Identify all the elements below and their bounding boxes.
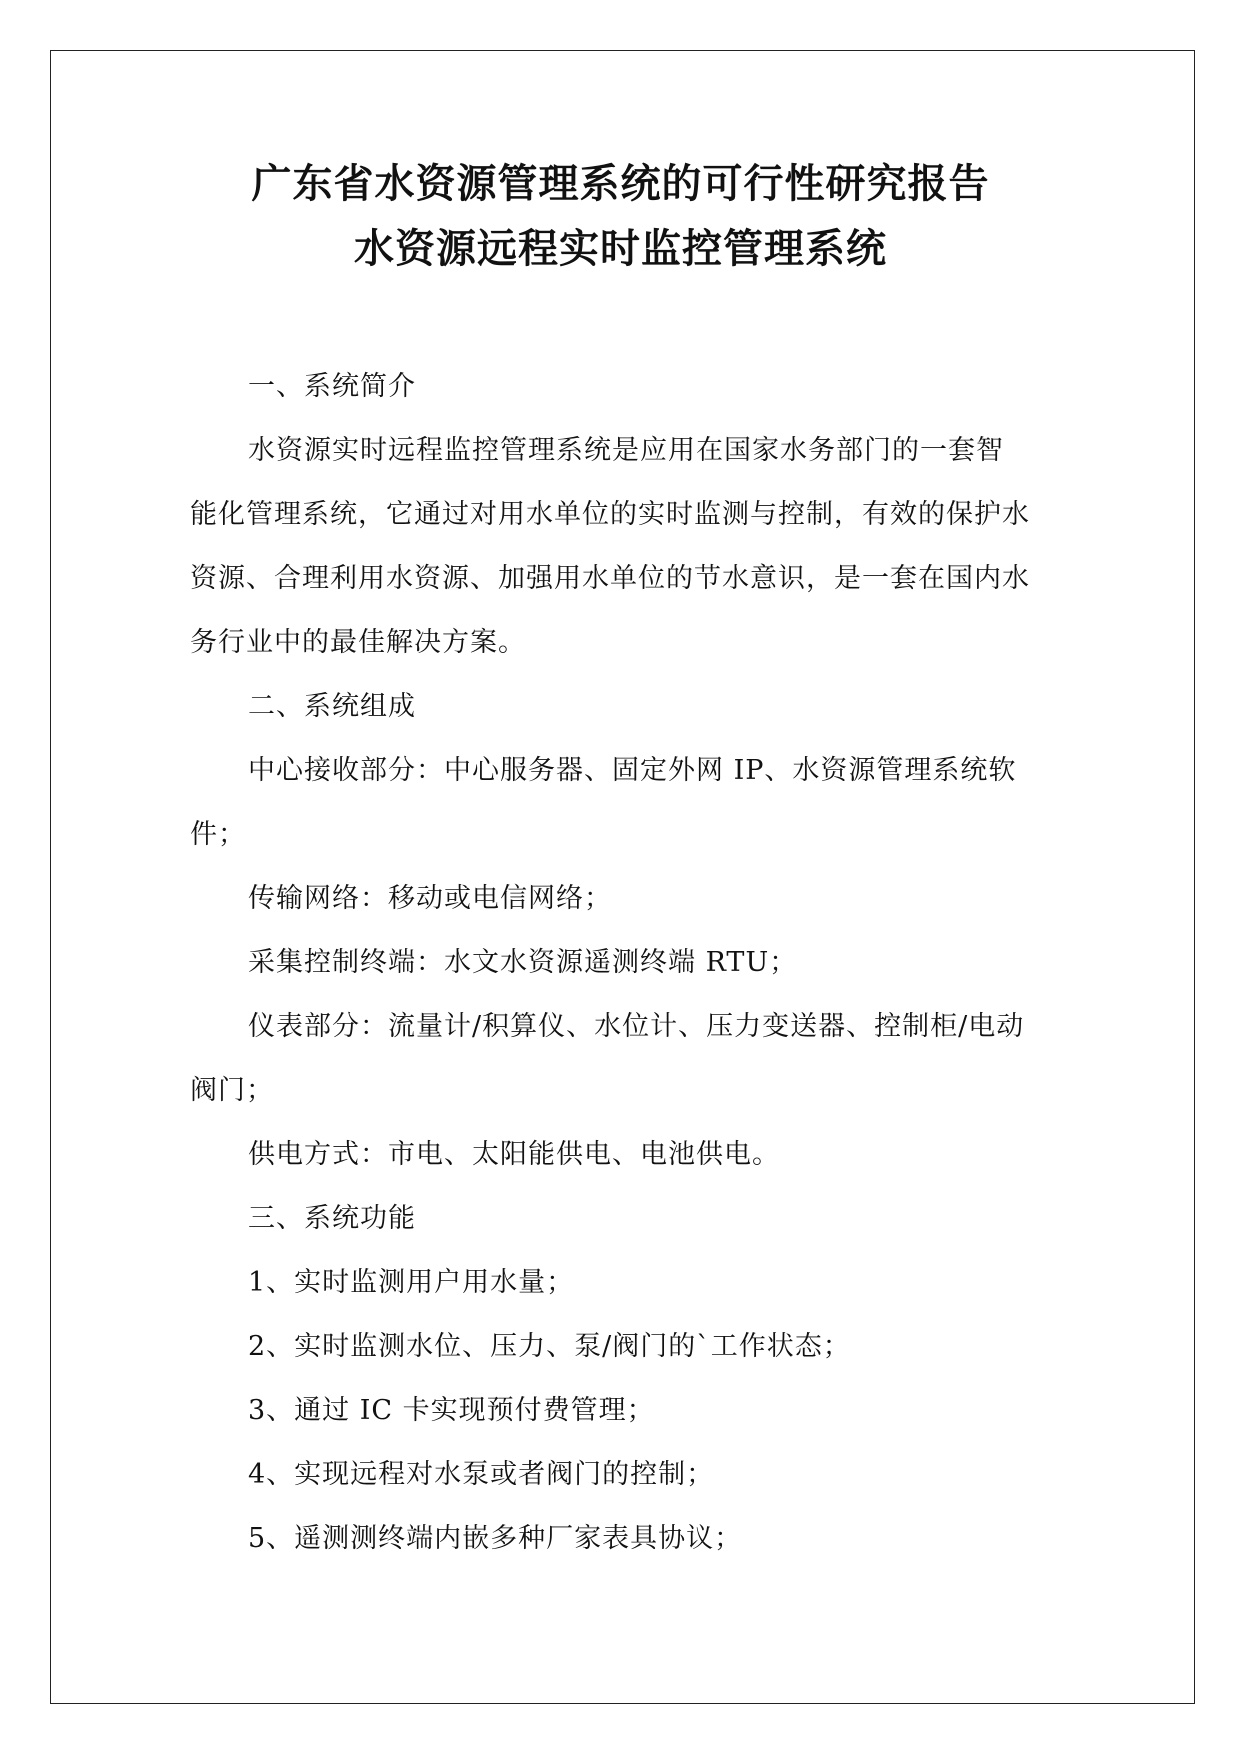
- document-subtitle: 水资源远程实时监控管理系统: [354, 226, 887, 272]
- text-line: 中心接收部分：中心服务器、固定外网 IP、水资源管理系统软: [248, 755, 1017, 786]
- text-line: 二、系统组成: [248, 691, 416, 722]
- text-line: 4、实现远程对水泵或者阀门的控制；: [248, 1459, 715, 1490]
- list-item: [190, 1251, 1060, 1315]
- text-line: 一、系统简介: [248, 371, 416, 402]
- text-line: 3、通过 IC 卡实现预付费管理；: [248, 1395, 655, 1426]
- text-line: 5、遥测测终端内嵌多种厂家表具协议；: [248, 1523, 743, 1554]
- document-body: [190, 355, 1060, 1571]
- paragraph-transmission: [190, 867, 1060, 931]
- list-item: [190, 1507, 1060, 1571]
- list-item: [190, 1379, 1060, 1443]
- paragraph-power: [190, 1123, 1060, 1187]
- text-line: 采集控制终端：水文水资源遥测终端 RTU；: [248, 947, 798, 978]
- section-heading-composition: [190, 675, 1060, 739]
- text-line: 能化管理系统，它通过对用水单位的实时监测与控制，有效的保护水: [190, 499, 1030, 530]
- text-line: 2、实时监测水位、压力、泵/阀门的`工作状态；: [248, 1331, 851, 1362]
- text-line: 供电方式：市电、太阳能供电、电池供电。: [248, 1139, 780, 1170]
- text-line: 件；: [190, 819, 246, 850]
- text-line: 传输网络：移动或电信网络；: [248, 883, 612, 914]
- text-line: 仪表部分：流量计/积算仪、水位计、压力变送器、控制柜/电动: [248, 1011, 1025, 1042]
- text-line: 三、系统功能: [248, 1203, 416, 1234]
- text-line: 务行业中的最佳解决方案。: [190, 627, 526, 658]
- text-line: 水资源实时远程监控管理系统是应用在国家水务部门的一套智: [248, 435, 1004, 466]
- section-heading-intro: [190, 355, 1060, 419]
- list-item: [190, 1443, 1060, 1507]
- text-line: 阀门；: [190, 1075, 274, 1106]
- text-line: 1、实时监测用户用水量；: [248, 1267, 575, 1298]
- paragraph-instruments: [190, 995, 1060, 1123]
- paragraph-terminal: [190, 931, 1060, 995]
- section-heading-functions: [190, 1187, 1060, 1251]
- document-title: 广东省水资源管理系统的可行性研究报告: [251, 161, 990, 207]
- text-line: 资源、合理利用水资源、加强用水单位的节水意识，是一套在国内水: [190, 563, 1030, 594]
- list-item: [190, 1315, 1060, 1379]
- paragraph-intro: [190, 419, 1060, 675]
- paragraph-center-receiving: [190, 739, 1060, 867]
